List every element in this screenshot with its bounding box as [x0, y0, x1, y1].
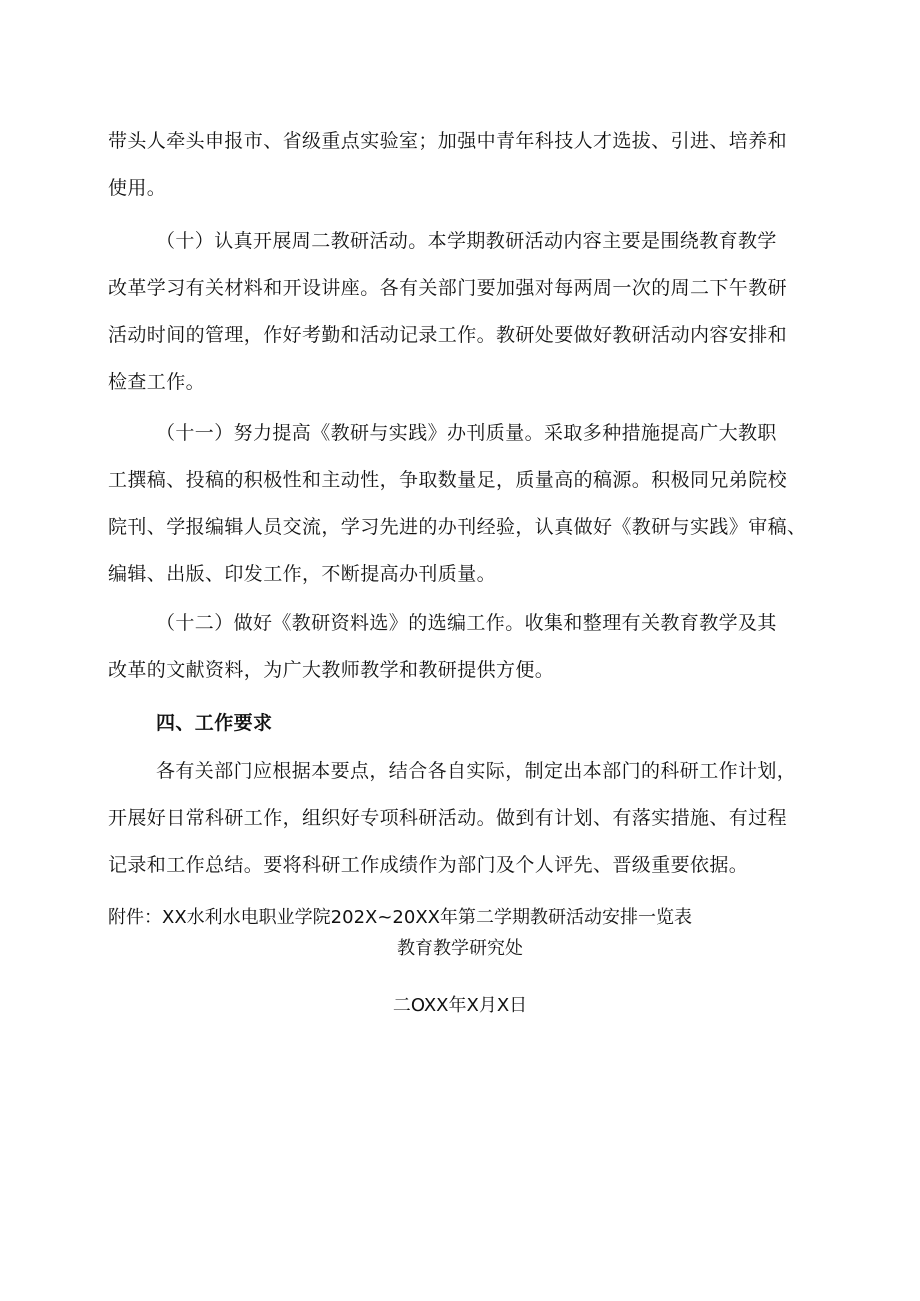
- text-line: 编辑、出版、印发工作，不断提高办刊质量。: [108, 563, 497, 585]
- text-line: （十）认真开展周二教研活动。本学期教研活动内容主要是围绕教育教学: [156, 230, 777, 252]
- paragraph-item-11: [108, 410, 820, 598]
- paragraph-requirements: [108, 748, 820, 889]
- text-line: 使用。: [108, 177, 167, 199]
- section-heading: 四、工作要求: [156, 712, 273, 734]
- text-line: 带头人牵头申报市、省级重点实验室；加强中青年科技人才选拔、引进、培养和: [108, 130, 788, 152]
- paragraph-item-10: [108, 218, 820, 406]
- attachment-line: 附件：XX水利水电职业学院202X~20XX年第二学期教研活动安排一览表: [108, 907, 692, 928]
- text-line: （十二）做好《教研资料选》的选编工作。收集和整理有关教育教学及其: [156, 612, 777, 634]
- text-line: 检查工作。: [108, 371, 206, 393]
- text-line: 活动时间的管理，作好考勤和活动记录工作。教研处要做好教研活动内容安排和: [108, 324, 788, 346]
- text-line: 各有关部门应根据本要点，结合各自实际，制定出本部门的科研工作计划，: [156, 760, 797, 782]
- signature-department: 教育教学研究处: [397, 938, 523, 959]
- paragraph-continuation: [108, 118, 820, 212]
- text-line: 改革学习有关材料和开设讲座。各有关部门要加强对每两周一次的周二下午教研: [108, 277, 788, 299]
- text-line: 开展好日常科研工作，组织好专项科研活动。做到有计划、有落实措施、有过程: [108, 807, 788, 829]
- paragraph-item-12: [108, 600, 820, 694]
- text-line: 院刊、学报编辑人员交流，学习先进的办刊经验，认真做好《教研与实践》审稿、: [108, 516, 807, 538]
- text-line: （十一）努力提高《教研与实践》办刊质量。采取多种措施提高广大教职: [156, 422, 777, 444]
- text-line: 改革的文献资料，为广大教师教学和教研提供方便。: [108, 659, 555, 681]
- text-line: 记录和工作总结。要将科研工作成绩作为部门及个人评先、晋级重要依据。: [108, 854, 749, 876]
- text-line: 工撰稿、投稿的积极性和主动性，争取数量足，质量高的稿源。积极同兄弟院校: [108, 469, 788, 491]
- signature-date: 二OXX年X月X日: [392, 995, 528, 1016]
